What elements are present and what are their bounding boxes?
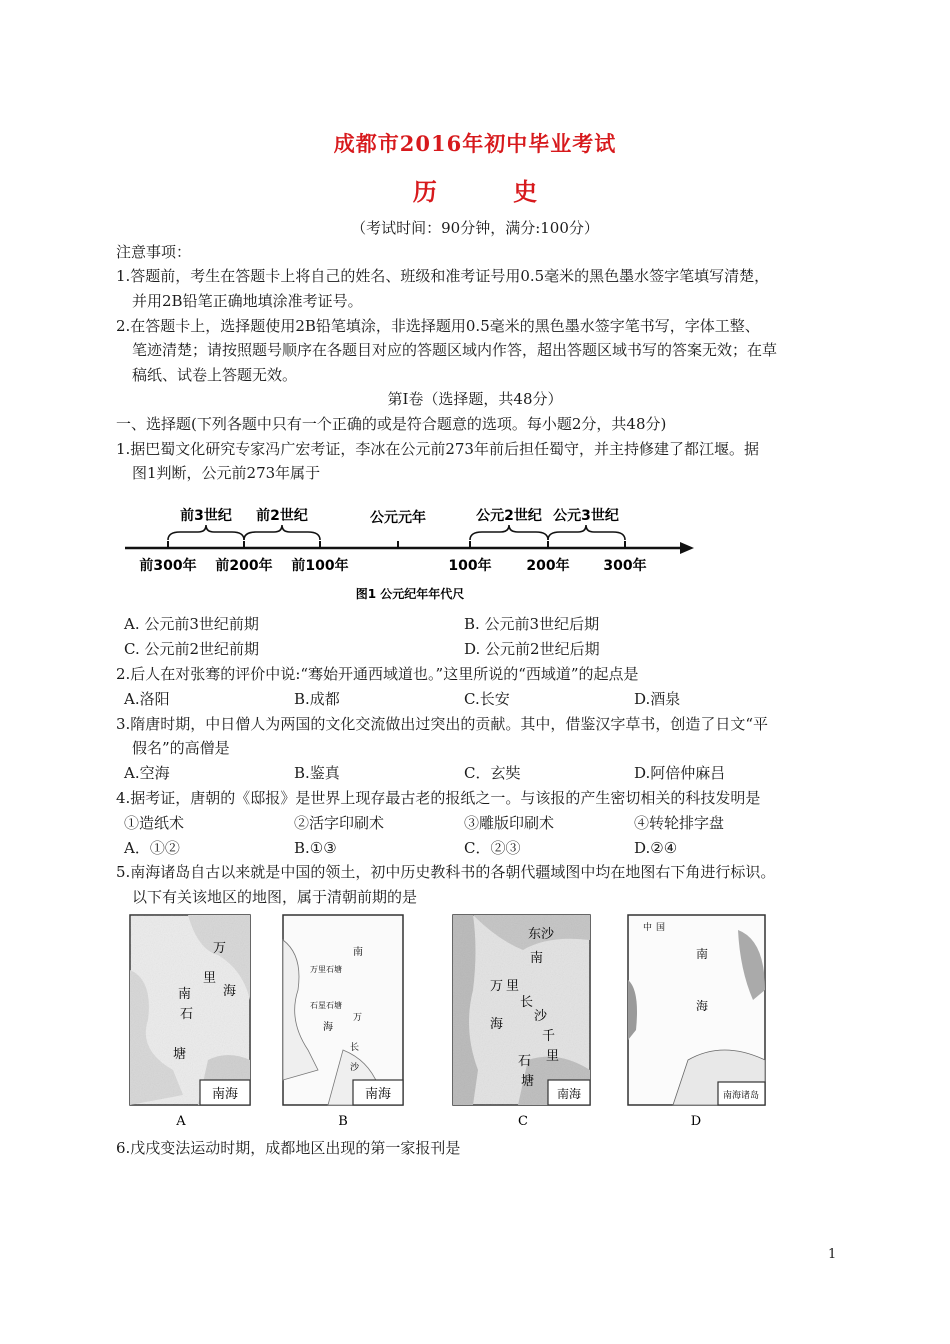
map-label: 南 [353,947,363,958]
map-label: 海 [490,1017,504,1032]
map-label: 里 [203,971,217,986]
q4-line: 4.据考证，唐朝的《邸报》是世界上现存最古老的报纸之一。与该报的产生密切相关的科技发明是 [116,789,761,807]
q1-option-c: C. 公元前2世纪前期 [124,640,260,658]
century-brace [470,525,548,540]
map-a [130,915,250,1129]
map-label: 中 [643,923,653,933]
note-line: 1.答题前，考生在答题卡上将自己的姓名、班级和准考证号用0.5毫米的黑色墨水签字笔填写清楚， [116,267,770,285]
map-label: 石星石塘 [310,1001,342,1010]
page-number: 1 [828,1247,837,1262]
map-label: 海 [696,999,709,1013]
map-label: 里 [546,1049,560,1064]
q2-option-a: A.洛阳 [124,690,170,708]
section-title: 第Ⅰ卷（选择题，共48分） [387,390,563,408]
map-label: 南 [178,987,192,1002]
map-label: 长 [520,995,534,1010]
map-label: 东沙 [528,927,555,942]
map-label: 万 [213,941,227,956]
maps-figure [128,910,778,1135]
map-letter: D [690,1114,702,1129]
section-instruction: 一、选择题(下列各题中只有一个正确的或是符合题意的选项。每小题2分，共48分) [116,415,667,433]
map-label: 海 [323,1022,333,1033]
map-label: 海 [223,984,237,999]
timeline-figure [120,500,700,610]
map-label: 南 [530,951,544,966]
map-letter: A [176,1114,186,1129]
timeline-top-label: 前2世纪 [256,508,308,524]
notes-heading: 注意事项： [116,243,192,261]
q4-option-b: B.①③ [294,839,337,857]
map-d [628,915,765,1129]
map-label: 里 [506,979,520,994]
q3-option-c: C．玄奘 [464,764,521,782]
map-inset-label: 南海 [364,1087,392,1102]
timeline-bottom-label: 200年 [526,558,570,574]
timeline-arrow-icon [680,542,694,554]
timeline-bottom-label: 前100年 [291,558,349,574]
maps-svg [128,910,778,1135]
q2-option-d: D.酒泉 [634,690,681,708]
subject-title: 历 史 [412,177,572,206]
q1-option-a: A. 公元前3世纪前期 [124,615,259,633]
map-letter: B [338,1114,348,1129]
q1-option-b: B. 公元前3世纪后期 [464,615,600,633]
note-line: 并用2B铅笔正确地填涂准考证号。 [132,292,363,310]
map-inset-label: 南海诸岛 [722,1091,760,1101]
century-brace [244,525,320,540]
century-brace [548,525,625,540]
q4-item: ②活字印刷术 [294,814,385,832]
map-label: 塘 [173,1047,187,1062]
q5-line: 以下有关该地区的地图，属于清朝前期的是 [132,888,418,906]
map-label: 长 [350,1043,360,1053]
timeline-bottom-label: 300年 [603,558,647,574]
map-label: 万里石塘 [310,965,342,974]
q6-line: 6.戊戌变法运动时期，成都地区出现的第一家报刊是 [116,1139,461,1157]
map-b [283,915,403,1129]
map-label: 万 [490,979,504,994]
map-inset-label: 南海 [556,1087,582,1101]
q3-option-d: D.阿倍仲麻吕 [634,764,726,782]
q4-option-c: C．②③ [464,839,521,857]
map-letter: C [518,1114,528,1129]
timeline-bottom-label: 前200年 [215,558,273,574]
q4-item: ④转轮排字盘 [634,814,725,832]
map-label: 千 [542,1029,556,1044]
q2-line: 2.后人在对张骞的评价中说:“骞始开通西域道也。”这里所说的“西域道”的起点是 [116,665,639,683]
map-label: 石 [518,1054,532,1069]
exam-title: 成都市2016年初中毕业考试 [333,131,617,156]
map-inset-label: 南海 [211,1087,239,1102]
map-label: 国 [656,923,666,933]
q3-line: 假名”的高僧是 [132,739,230,757]
timeline-top-label: 前3世纪 [180,508,232,524]
q4-item: ③雕版印刷术 [464,814,555,832]
timeline-bottom-label: 前300年 [139,558,197,574]
q1-option-d: D. 公元前2世纪后期 [464,640,600,658]
map-label: 塘 [521,1074,535,1089]
map-label: 石 [180,1007,194,1022]
map-label: 南 [696,947,709,961]
q5-line: 5.南海诸岛自古以来就是中国的领土，初中历史教科书的各朝代疆域图中均在地图右下角进行标识。 [116,863,776,881]
q3-option-b: B.鉴真 [294,764,340,782]
q1-line: 1.据巴蜀文化研究专家冯广宏考证，李冰在公元前273年前后担任蜀守，并主持修建了都江堰。据 [116,440,759,458]
map-label: 沙 [534,1009,548,1024]
century-brace [168,525,244,540]
note-line: 稿纸、试卷上答题无效。 [132,366,298,384]
map-label: 万 [353,1013,363,1023]
timeline-top-label: 公元3世纪 [553,508,619,524]
exam-info: （考试时间：90分钟，满分:100分） [351,219,599,237]
timeline-svg [120,500,700,610]
q3-line: 3.隋唐时期，中日僧人为两国的文化交流做出过突出的贡献。其中，借鉴汉字草书，创造了日文“平 [116,715,768,733]
timeline-top-label: 公元元年 [370,510,426,526]
q2-option-c: C.长安 [464,690,510,708]
map-c [453,915,590,1129]
q2-option-b: B.成都 [294,690,340,708]
note-line: 笔迹清楚；请按照题号顺序在各题目对应的答题区域内作答，超出答题区域书写的答案无效；在草 [132,341,778,359]
note-line: 2.在答题卡上，选择题使用2B铅笔填涂，非选择题用0.5毫米的黑色墨水签字笔书写，字体工整、 [116,317,760,335]
figure-caption: 图1 公元纪年年代尺 [355,587,465,601]
q3-option-a: A.空海 [124,764,170,782]
map-label: 沙 [350,1063,360,1073]
q1-line: 图1判断，公元前273年属于 [132,464,321,482]
q4-item: ①造纸术 [124,814,185,832]
q4-option-a: A．①② [124,839,180,857]
q4-option-d: D.②④ [634,839,678,857]
timeline-bottom-label: 100年 [448,558,492,574]
timeline-top-label: 公元2世纪 [476,508,542,524]
